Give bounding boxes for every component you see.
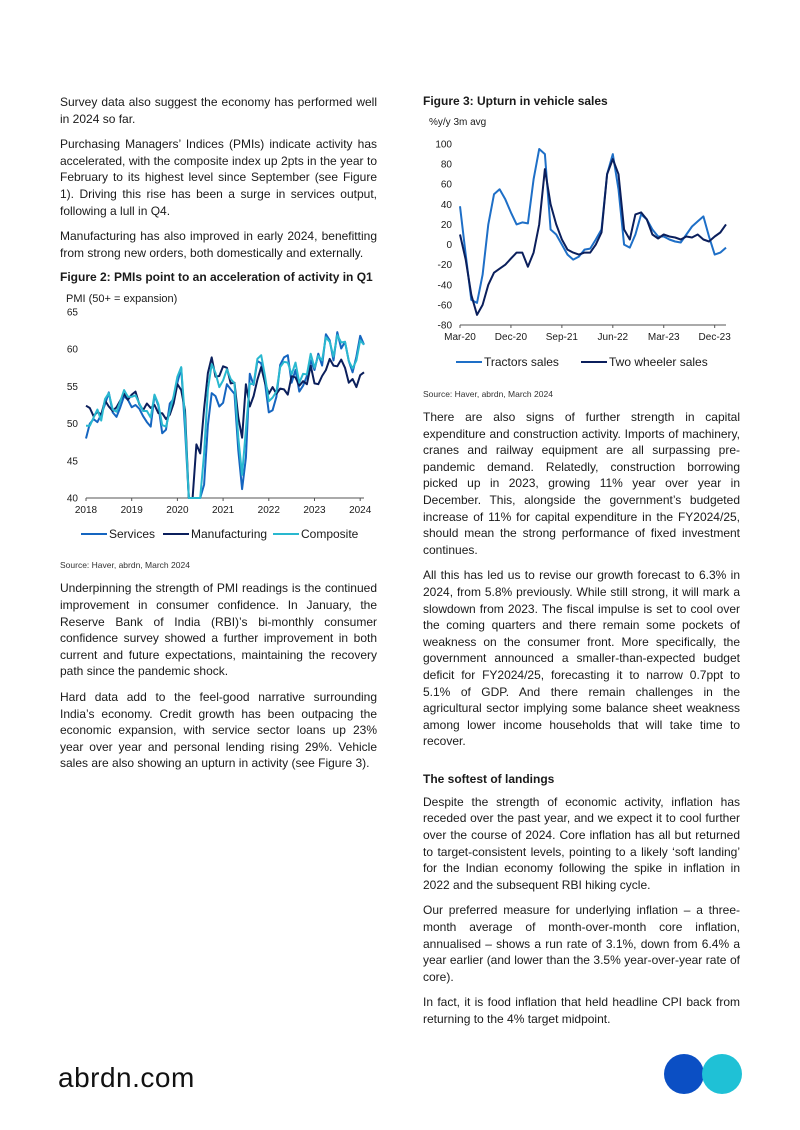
y-tick-label: -60 — [437, 300, 452, 312]
legend-label: Two wheeler sales — [609, 355, 708, 369]
series-line-composite — [86, 335, 364, 498]
legend-label: Tractors sales — [484, 355, 559, 369]
y-tick-label: 45 — [66, 456, 78, 468]
y-tick-label: 100 — [435, 139, 452, 151]
y-tick-label: 60 — [66, 345, 78, 357]
paragraph: Hard data add to the feel-good narrative surrounding India’s economy. Credit growth has been outpacing the economic expansion, with service sector loans up 23% year over year and personal lending rising 29%. Vehicle sales are also showing an upturn in activity (see Figure 3). — [60, 689, 377, 771]
figure-2-source: Source: Haver, abrdn, March 2024 — [60, 560, 190, 571]
x-tick-label: 2018 — [74, 505, 98, 517]
y-tick-label: 55 — [66, 382, 78, 394]
x-tick-label: 2021 — [211, 505, 235, 517]
y-tick-label: 65 — [66, 307, 78, 319]
series-line-manufacturing — [86, 358, 364, 499]
y-tick-label: 40 — [66, 493, 78, 505]
x-tick-label: Mar-23 — [647, 332, 680, 343]
figure-2-chart — [60, 290, 377, 555]
paragraph: There are also signs of further strength in capital expenditure and construction activity. Imports of machinery, cranes and railway equipment are all surpassing pre-pandemic demand. Relatedly, construction borrowing picked up in 2023, growing 11% year over year in December. This, alongside the government’s budgeted increase of 11% for capital expenditure in the FY2024/25, should mean the strong performance of fixed investment continues. — [423, 410, 740, 557]
figure-2-title: Figure 2: PMIs point to an acceleration of activity in Q1 — [60, 270, 373, 285]
paragraph: In fact, it is food inflation that held headline CPI back from returning to the 4% target midpoint. — [423, 995, 740, 1026]
series-line-two-wheeler-sales — [460, 159, 726, 315]
section-heading: The softest of landings — [423, 771, 555, 786]
paragraph: Underpinning the strength of PMI readings is the continued improvement in consumer confidence. In January, the Reserve Bank of India (RBI)’s bi-monthly consumer confidence survey showed a further improvement in both current and future expectations, maintaining the recovery path since the pandemic shock. — [60, 581, 377, 679]
figure-3-source: Source: Haver, abrdn, March 2024 — [423, 389, 553, 399]
x-tick-label: Mar-20 — [444, 332, 476, 343]
y-tick-label: 50 — [66, 419, 78, 431]
figure-3-chart — [423, 114, 740, 384]
x-tick-label: 2024 — [349, 505, 372, 517]
y-tick-label: 60 — [440, 179, 452, 191]
y-tick-label: -40 — [437, 280, 452, 292]
figure-3-title: Figure 3: Upturn in vehicle sales — [423, 94, 608, 108]
y-tick-label: -20 — [437, 260, 452, 272]
brand-dot-blue-icon — [664, 1054, 704, 1094]
y-axis-label: %y/y 3m avg — [429, 117, 487, 128]
y-tick-label: 20 — [440, 219, 452, 231]
x-tick-label: Dec-23 — [698, 332, 731, 343]
left-column — [60, 94, 377, 781]
y-tick-label: 40 — [440, 199, 452, 211]
plot-area — [460, 149, 726, 315]
legend-label: Services — [109, 527, 156, 542]
paragraph: Purchasing Managers’ Indices (PMIs) indicate activity has accelerated, with the composite index up 2pts in the year to February to its highest level since September (see Figure 1). Driving this rise has been a surge in services output, following a lull in Q4. — [60, 137, 377, 218]
abrdn-logo: abrdn.com — [58, 1062, 195, 1093]
x-tick-label: Jun-22 — [597, 332, 629, 343]
y-tick-label: -80 — [437, 320, 452, 332]
brand-dot-teal-icon — [702, 1054, 742, 1094]
paragraph: Our preferred measure for underlying inflation – a three-month average of month-over-month core inflation, annualised – shows a run rate of 3.1%, down from 6.4% a year earlier (and lower than the 3.5% year-over-year rate of core). — [423, 903, 740, 984]
paragraph: Survey data also suggest the economy has performed well in 2024 so far. — [60, 95, 377, 126]
x-tick-label: 2023 — [303, 505, 326, 517]
series-line-tractors-sales — [460, 149, 726, 303]
x-tick-label: 2020 — [166, 505, 189, 517]
x-tick-label: Sep-21 — [545, 332, 578, 343]
x-tick-label: 2022 — [257, 505, 280, 517]
x-tick-label: Dec-20 — [494, 332, 528, 343]
plot-area — [86, 332, 364, 498]
y-tick-label: 0 — [446, 240, 452, 252]
legend-label: Composite — [301, 527, 359, 542]
right-column — [423, 94, 740, 1037]
paragraph: Despite the strength of economic activity, inflation has receded over the past year, and we expect it to cool further over the course of 2024. Core inflation has all but returned to target-consistent levels, pointing to a likely ‘soft landing’ for the Indian economy following the spike in inflation in 2022 and the subsequent RBI hiking cycle. — [423, 794, 740, 892]
x-tick-label: 2019 — [120, 505, 143, 517]
legend-label: Manufacturing — [191, 527, 268, 542]
y-axis-label: PMI (50+ = expansion) — [66, 293, 178, 306]
y-tick-label: 80 — [440, 159, 452, 171]
paragraph: Manufacturing has also improved in early 2024, benefitting from strong new orders, both domestically and externally. — [60, 229, 377, 260]
paragraph: All this has led us to revise our growth forecast to 6.3% in 2024, from 5.8% previously. While still strong, it will mark a slowdown from 2023. The fiscal impulse is set to cool over the coming quarters and there remain some pockets of weakness on the consumer front. More specifically, the government announced a smaller-than-expected budget deficit for FY2024/25, forecasting it to narrow 0.7ppt to 5.1% of GDP. And there remain challenges in the agricultural sector implying some balance sheet weakness among lower income households that will take time to recover. — [423, 568, 740, 749]
